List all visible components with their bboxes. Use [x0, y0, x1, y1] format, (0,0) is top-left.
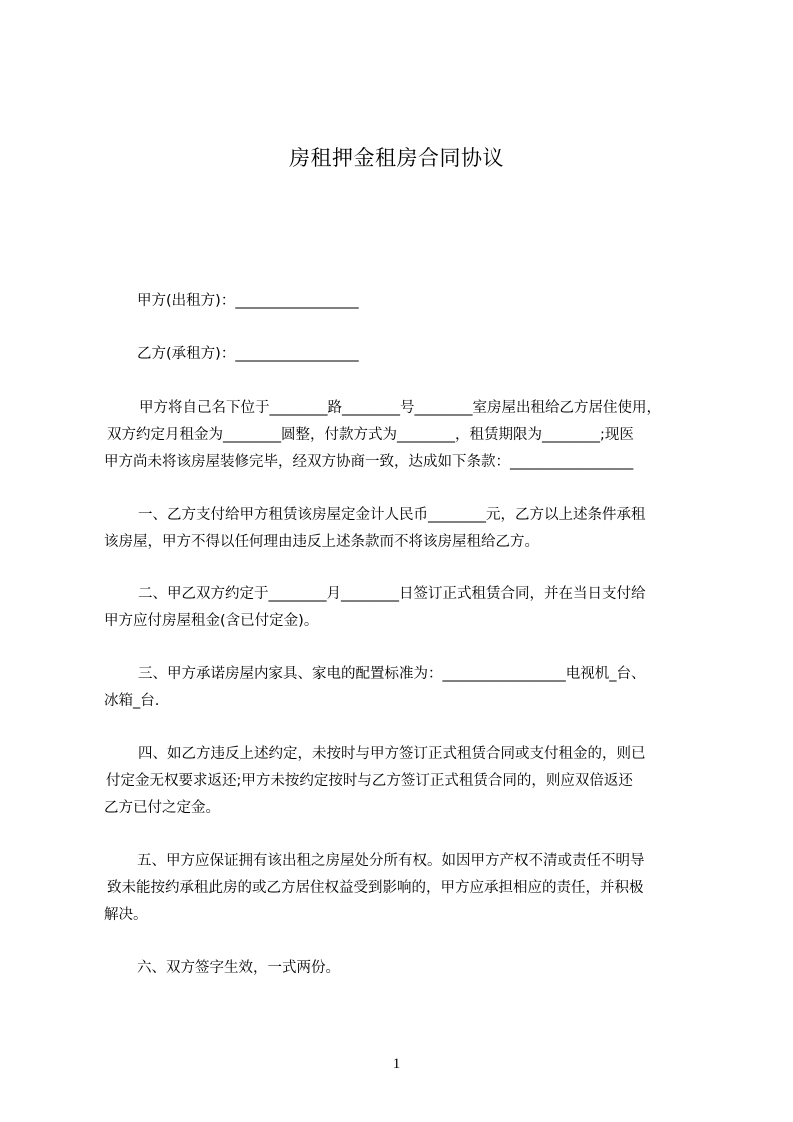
intro-line: 甲方将自己名下位于________路________号________室房屋出租给乙方居住使用， — [139, 400, 661, 416]
clause-3-line: 冰箱_台. — [104, 693, 160, 709]
clause-4-line: 四、如乙方违反上述约定，未按时与甲方签订正式租赁合同或支付租金的，则已 — [138, 746, 646, 762]
clause-6-line: 六、双方签字生效，一式两份。 — [137, 960, 340, 976]
document-title: 房租押金租房合同协议 — [289, 146, 504, 170]
clause-4-line: 付定金无权要求返还;甲方未按约定按时与乙方签订正式租赁合同的，则应双倍返还 — [106, 773, 633, 789]
clause-1-line: 一、乙方支付给甲方租赁该房屋定金计人民币________元，乙方以上述条件承租 — [138, 507, 646, 523]
clause-2-line: 二、甲乙双方约定于________月________日签订正式租赁合同，并在当日支付给 — [138, 586, 646, 602]
clause-5-line: 解决。 — [104, 907, 148, 923]
page-number: 1 — [392, 1056, 401, 1072]
clause-3-line: 三、甲方承诺房屋内家具、家电的配置标准为：_________________电视机_台、 — [138, 666, 646, 682]
clause-1-line: 该房屋，甲方不得以任何理由违反上述条款而不将该房屋租给乙方。 — [104, 534, 539, 550]
intro-line: 双方约定月租金为________圆整，付款方式为________，租赁期限为________;现医 — [107, 427, 634, 443]
party-b-line: 乙方(承租方)：_________________ — [137, 346, 359, 362]
clause-2-line: 甲方应付房屋租金(含已付定金)。 — [104, 613, 319, 629]
clause-5-line: 五、甲方应保证拥有该出租之房屋处分所有权。如因甲方产权不清或责任不明导 — [137, 853, 645, 869]
clause-5-line: 致未能按约承租此房的或乙方居住权益受到影响的，甲方应承担相应的责任，并积极 — [107, 880, 644, 896]
clause-4-line: 乙方已付之定金。 — [104, 800, 220, 816]
intro-line: 甲方尚未将该房屋装修完毕，经双方协商一致，达成如下条款：_________________ — [104, 454, 634, 470]
party-a-line: 甲方(出租方)：_________________ — [137, 293, 359, 309]
